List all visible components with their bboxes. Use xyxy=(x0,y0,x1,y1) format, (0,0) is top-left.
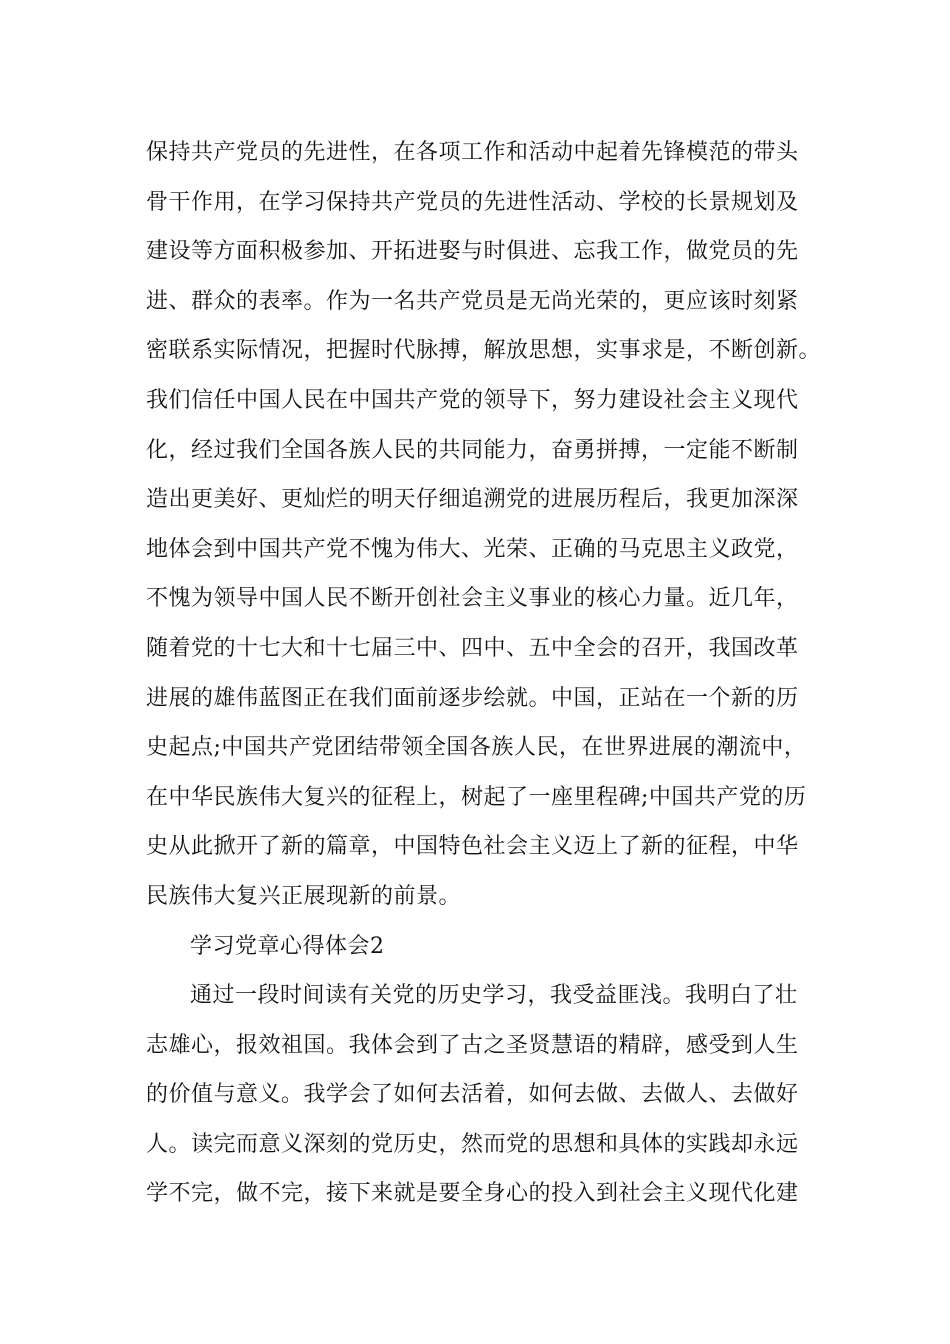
section-heading: 学习党章心得体会2 xyxy=(190,933,385,959)
text-line: 建设等方面积极参加、开拓进娶与时俱进、忘我工作，做党员的先 xyxy=(146,239,799,265)
text-line: 随着党的十七大和十七届三中、四中、五中全会的召开，我国改革 xyxy=(146,635,799,661)
text-line: 人。读完而意义深刻的党历史，然而党的思想和具体的实践却永远 xyxy=(146,1131,799,1157)
text-line: 的价值与意义。我学会了如何去活着，如何去做、去做人、去做好 xyxy=(146,1082,799,1108)
text-line: 志雄心，报效祖国。我体会到了古之圣贤慧语的精辟，感受到人生 xyxy=(146,1032,799,1058)
text-line: 在中华民族伟大复兴的征程上，树起了一座里程碑;中国共产党的历 xyxy=(146,784,807,810)
text-line: 学不完，做不完，接下来就是要全身心的投入到社会主义现代化建 xyxy=(146,1181,799,1207)
text-line: 造出更美好、更灿烂的明天仔细追溯党的进展历程后，我更加深深 xyxy=(146,487,799,513)
text-line: 进展的雄伟蓝图正在我们面前逐步绘就。中国，正站在一个新的历 xyxy=(146,685,799,711)
text-line: 进、群众的表率。作为一名共产党员是无尚光荣的，更应该时刻紧 xyxy=(146,288,799,314)
paragraph-1 xyxy=(146,128,826,922)
text-line: 我们信任中国人民在中国共产党的领导下，努力建设社会主义现代 xyxy=(146,387,799,413)
document-body xyxy=(146,128,826,1219)
text-line: 通过一段时间读有关党的历史学习，我受益匪浅。我明白了壮 xyxy=(190,983,798,1009)
text-line: 民族伟大复兴正展现新的前景。 xyxy=(146,883,462,909)
text-line: 史起点;中国共产党团结带领全国各族人民，在世界进展的潮流中， xyxy=(146,735,807,761)
text-line: 地体会到中国共产党不愧为伟大、光荣、正确的马克思主义政党， xyxy=(146,536,799,562)
text-line: 保持共产党员的先进性，在各项工作和活动中起着先锋模范的带头 xyxy=(146,140,799,165)
text-line: 史从此掀开了新的篇章，中国特色社会主义迈上了新的征程，中华 xyxy=(146,834,799,860)
text-line: 骨干作用，在学习保持共产党员的先进性活动、学校的长景规划及 xyxy=(146,189,799,215)
text-line: 不愧为领导中国人民不断开创社会主义事业的核心力量。近几年， xyxy=(146,586,799,612)
paragraph-2 xyxy=(146,971,826,1219)
text-line: 化，经过我们全国各族人民的共同能力，奋勇拼搏，一定能不断制 xyxy=(146,437,799,463)
text-line: 密联系实际情况，把握时代脉搏，解放思想，实事求是，不断创新。 xyxy=(146,338,822,364)
